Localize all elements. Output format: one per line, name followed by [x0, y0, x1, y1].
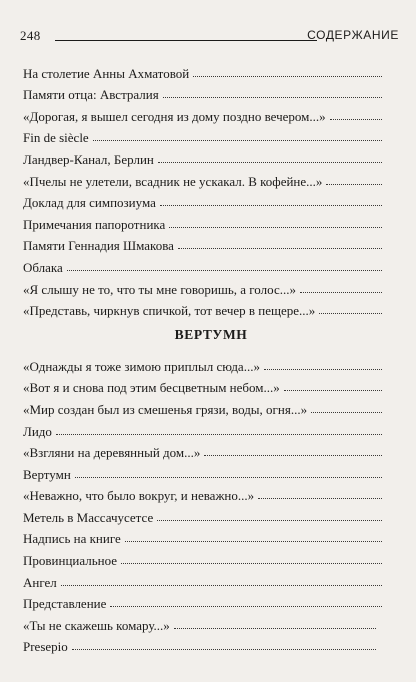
toc-dot-leader	[319, 313, 382, 314]
toc-entry	[23, 481, 399, 503]
toc-dot-leader	[193, 76, 382, 77]
toc-entry-title: Лидо	[23, 423, 52, 439]
toc-dot-leader	[121, 563, 382, 564]
toc-dot-leader	[178, 248, 382, 249]
toc-dot-leader	[264, 369, 382, 370]
toc-entry-title: Метель в Массачусетсе	[23, 509, 154, 525]
toc-entry-title: На столетие Анны Ахматовой	[23, 65, 190, 81]
toc-entry-title: «Дорогая, я вышел сегодня из дому поздно вечером...»	[23, 108, 326, 124]
toc-dot-leader	[158, 162, 382, 163]
toc-dot-leader	[284, 390, 382, 391]
toc-entry-title: «Представь, чиркнув спичкой, тот вечер в пещере...»	[23, 303, 316, 319]
toc-entry	[23, 610, 399, 632]
toc-entry	[23, 373, 399, 395]
toc-entry-title: «Я слышу не то, что ты мне говоришь, а голос...»	[23, 281, 296, 297]
toc-dot-leader	[330, 119, 382, 120]
toc-entry	[23, 438, 399, 460]
toc-entry-title: Ландвер-Канал, Берлин	[23, 151, 154, 167]
toc-dot-leader	[160, 205, 382, 206]
toc-entry	[23, 80, 399, 102]
toc-entry-title: Памяти Геннадия Шмакова	[23, 238, 174, 254]
toc-dot-leader	[163, 97, 382, 98]
toc-entry-title: Надпись на книге	[23, 531, 121, 547]
toc-entry	[23, 632, 399, 654]
section-heading: ВЕРТУМН	[174, 327, 248, 343]
toc-entry	[23, 209, 399, 231]
toc-dot-leader	[56, 434, 382, 435]
toc-entry-title: Вертумн	[23, 466, 71, 482]
toc-entry-title: «Мир создан был из смешенья грязи, воды, огня...»	[23, 401, 308, 417]
toc-entry	[23, 123, 399, 145]
header-rule	[55, 40, 317, 41]
toc-dot-leader	[125, 541, 382, 542]
toc-entry-title: «Однажды я тоже зимою приплыл сюда...»	[23, 358, 260, 374]
toc-entry-title: Fin de siècle	[23, 130, 89, 146]
toc-entry-title: Провинциальное	[23, 553, 118, 569]
toc-dot-leader	[93, 140, 382, 141]
toc-entry-title: Примечания папоротника	[23, 216, 166, 232]
toc-entry-title: Доклад для симпозиума	[23, 195, 156, 211]
toc-dot-leader	[157, 520, 382, 521]
toc-dot-leader	[67, 270, 382, 271]
toc-entry-title: Presepio	[23, 639, 68, 655]
toc-entry	[23, 589, 399, 611]
toc-entry	[23, 231, 399, 253]
toc-entry	[23, 524, 399, 546]
toc-dot-leader	[110, 606, 382, 607]
toc-list-part2	[23, 351, 399, 653]
toc-dot-leader	[169, 227, 382, 228]
toc-entry	[23, 188, 399, 210]
toc-entry	[23, 416, 399, 438]
toc-entry-title: Представление	[23, 596, 107, 612]
toc-entry	[23, 351, 399, 373]
toc-entry-title: «Ты не скажешь комару...»	[23, 617, 170, 633]
toc-entry	[23, 274, 399, 296]
toc-entry-page	[380, 0, 400, 653]
toc-entry-title: Облака	[23, 259, 63, 275]
toc-entry	[23, 502, 399, 524]
toc-dot-leader	[311, 412, 382, 413]
toc-entry	[23, 101, 399, 123]
toc-entry	[23, 545, 399, 567]
toc-entry-title: «Взгляни на деревянный дом...»	[23, 445, 201, 461]
toc-dot-leader	[326, 184, 382, 185]
toc-dot-leader	[204, 455, 382, 456]
toc-dot-leader	[300, 292, 382, 293]
toc-entry	[23, 567, 399, 589]
toc-dot-leader	[75, 477, 382, 478]
toc-dot-leader	[61, 585, 382, 586]
toc-entry-title: «Вот я и снова под этим бесцветным небом...»	[23, 380, 280, 396]
page-header	[20, 28, 399, 48]
toc-entry-title: «Неважно, что было вокруг, и неважно...»	[23, 488, 255, 504]
toc-entry	[23, 166, 399, 188]
toc-dot-leader	[72, 649, 376, 650]
toc-entry	[23, 296, 399, 318]
toc-dot-leader	[174, 628, 376, 629]
toc-entry-title: Памяти отца: Австралия	[23, 87, 159, 103]
toc-entry	[23, 252, 399, 274]
page-number: 248	[20, 28, 41, 43]
toc-entry-title: «Пчелы не улетели, всадник не ускакал. В кофейне...»	[23, 173, 323, 189]
toc-entry	[23, 144, 399, 166]
toc-dot-leader	[258, 498, 382, 499]
toc-entry	[23, 58, 399, 80]
toc-entry-title: Ангел	[23, 574, 57, 590]
toc-entry	[23, 459, 399, 481]
toc-list-part1	[23, 58, 399, 317]
running-title: СОДЕРЖАНИЕ	[307, 28, 399, 42]
toc-entry	[23, 394, 399, 416]
